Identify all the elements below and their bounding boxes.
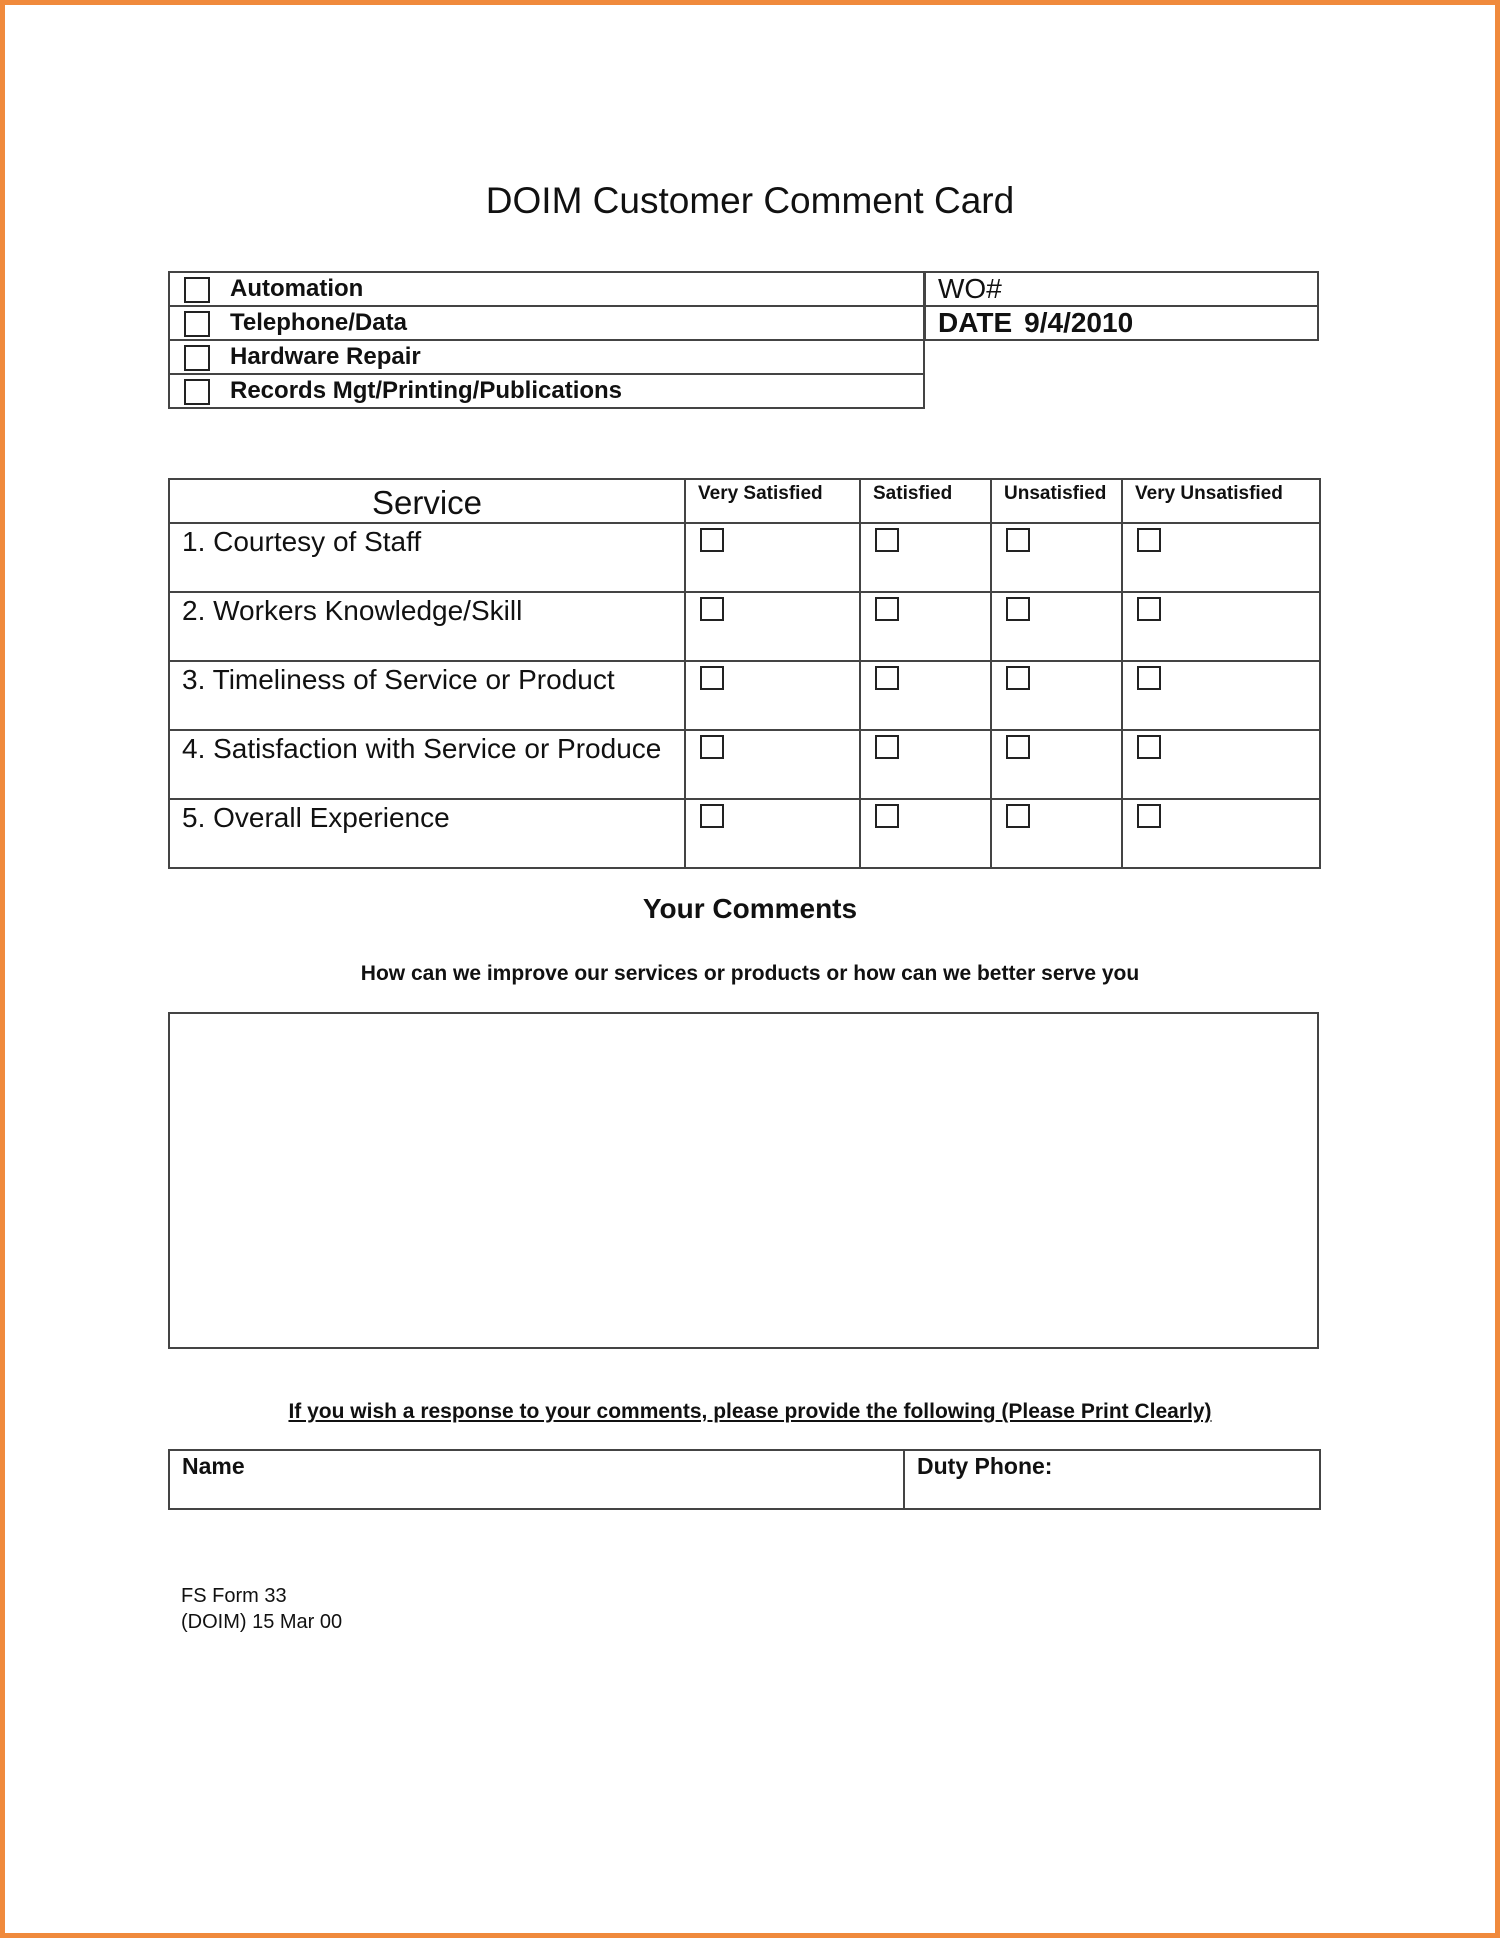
category-checkbox[interactable]	[184, 277, 210, 303]
rating-cell	[685, 523, 860, 592]
category-checkbox[interactable]	[184, 311, 210, 337]
column-unsatisfied: Unsatisfied	[991, 479, 1122, 523]
category-cell[interactable]	[169, 374, 924, 408]
rating-cell	[1122, 799, 1320, 868]
rating-cell	[991, 523, 1122, 592]
rating-checkbox[interactable]	[1006, 528, 1030, 552]
form-revision: (DOIM) 15 Mar 00	[181, 1611, 343, 1633]
service-header: Service	[169, 479, 685, 523]
column-very-unsatisfied: Very Unsatisfied	[1122, 479, 1320, 523]
rating-checkbox[interactable]	[1006, 804, 1030, 828]
date-field[interactable]	[925, 306, 1318, 340]
rating-checkbox[interactable]	[875, 528, 899, 552]
rating-cell	[1122, 661, 1320, 730]
rating-cell	[991, 592, 1122, 661]
rating-checkbox[interactable]	[1006, 597, 1030, 621]
duty-phone-label: Duty Phone:	[917, 1453, 1053, 1479]
category-checkbox[interactable]	[184, 345, 210, 371]
category-label: Records Mgt/Printing/Publications	[230, 377, 623, 404]
contact-table	[168, 1449, 1321, 1510]
service-row	[169, 523, 1320, 592]
work-order-field[interactable]	[925, 272, 1318, 306]
rating-cell	[685, 799, 860, 868]
rating-checkbox[interactable]	[700, 804, 724, 828]
comments-title: Your Comments	[642, 893, 858, 924]
rating-cell	[685, 592, 860, 661]
rating-checkbox[interactable]	[875, 597, 899, 621]
rating-cell	[685, 730, 860, 799]
category-cell[interactable]	[169, 306, 924, 340]
category-cell[interactable]	[169, 340, 924, 374]
rating-cell	[1122, 592, 1320, 661]
rating-cell	[1122, 523, 1320, 592]
rating-cell	[1122, 730, 1320, 799]
rating-checkbox[interactable]	[700, 735, 724, 759]
service-header-row	[169, 479, 1320, 523]
work-order-label: WO#	[938, 273, 1002, 304]
form-number: FS Form 33	[181, 1585, 287, 1607]
rating-cell	[991, 730, 1122, 799]
category-checkbox[interactable]	[184, 379, 210, 405]
service-item: 5. Overall Experience	[169, 799, 685, 868]
service-row	[169, 799, 1320, 868]
rating-cell	[685, 661, 860, 730]
service-item: 1. Courtesy of Staff	[169, 523, 685, 592]
service-item: 4. Satisfaction with Service or Produce	[169, 730, 685, 799]
service-row	[169, 730, 1320, 799]
category-row	[169, 340, 924, 374]
category-label: Hardware Repair	[230, 343, 421, 370]
name-field[interactable]	[169, 1450, 904, 1509]
date-label: DATE	[938, 307, 1013, 338]
rating-checkbox[interactable]	[875, 735, 899, 759]
rating-checkbox[interactable]	[1006, 666, 1030, 690]
category-row	[169, 374, 924, 408]
column-satisfied: Satisfied	[860, 479, 991, 523]
service-item: 3. Timeliness of Service or Product	[169, 661, 685, 730]
category-row	[169, 272, 924, 306]
comments-textarea[interactable]	[168, 1012, 1319, 1349]
service-item: 2. Workers Knowledge/Skill	[169, 592, 685, 661]
rating-cell	[860, 730, 991, 799]
rating-cell	[860, 661, 991, 730]
rating-cell	[860, 523, 991, 592]
rating-cell	[860, 799, 991, 868]
rating-checkbox[interactable]	[700, 528, 724, 552]
rating-checkbox[interactable]	[875, 666, 899, 690]
service-rating-table	[168, 478, 1321, 869]
category-label: Telephone/Data	[230, 309, 407, 336]
category-label: Automation	[230, 275, 364, 302]
category-row	[169, 306, 924, 340]
service-row	[169, 592, 1320, 661]
rating-checkbox[interactable]	[1137, 528, 1161, 552]
work-order-table	[924, 271, 1319, 341]
rating-checkbox[interactable]	[1137, 804, 1161, 828]
response-note: If you wish a response to your comments, please provide the following (Please Print Clearly)	[288, 1400, 1212, 1423]
rating-cell	[991, 661, 1122, 730]
rating-cell	[860, 592, 991, 661]
rating-checkbox[interactable]	[1137, 666, 1161, 690]
service-row	[169, 661, 1320, 730]
category-table	[168, 271, 925, 409]
rating-cell	[991, 799, 1122, 868]
rating-checkbox[interactable]	[700, 597, 724, 621]
name-label: Name	[182, 1453, 245, 1479]
category-cell[interactable]	[169, 272, 924, 306]
rating-checkbox[interactable]	[1006, 735, 1030, 759]
duty-phone-field[interactable]	[904, 1450, 1320, 1509]
form-footer	[181, 1583, 342, 1635]
rating-checkbox[interactable]	[1137, 735, 1161, 759]
comments-question: How can we improve our services or products or how can we better serve you	[360, 962, 1140, 985]
rating-checkbox[interactable]	[700, 666, 724, 690]
rating-checkbox[interactable]	[875, 804, 899, 828]
date-value: 9/4/2010	[1024, 307, 1134, 338]
column-very-satisfied: Very Satisfied	[685, 479, 860, 523]
page-title: DOIM Customer Comment Card	[485, 180, 1015, 221]
rating-checkbox[interactable]	[1137, 597, 1161, 621]
